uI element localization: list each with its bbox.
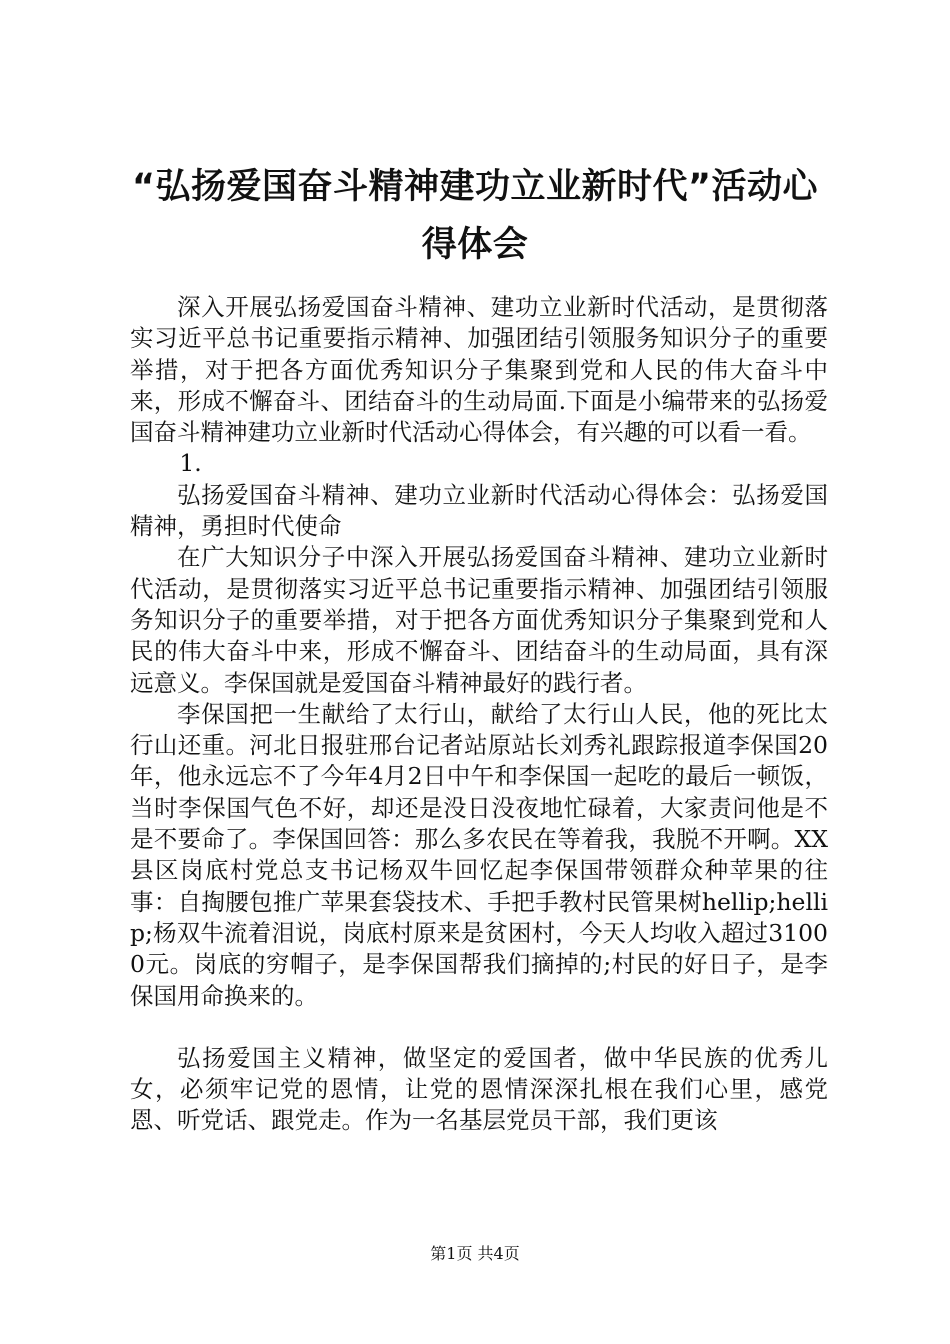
- section-number: 1.: [179, 449, 202, 478]
- intro-paragraph: 深入开展弘扬爱国奋斗精神、建功立业新时代活动，是贯彻落实习近平总书记重要指示精神、加强团结引领服务知识分子的重要举措，对于把各方面优秀知识分子集聚到党和人民的伟大奋斗中来，形成不懈奋斗、团结奋斗的生动局面.下面是小编带来的弘扬爱国奋斗精神建功立业新时代活动心得体会，有兴趣的可以看一看。: [130, 293, 828, 447]
- section-heading: 弘扬爱国奋斗精神、建功立业新时代活动心得体会：弘扬爱国精神，勇担时代使命: [130, 480, 828, 541]
- body-paragraph: 弘扬爱国主义精神，做坚定的爱国者，做中华民族的优秀儿女，必须牢记党的恩情，让党的恩情深深扎根在我们心里，感党恩、听党话、跟党走。作为一名基层党员干部，我们更该: [130, 1043, 828, 1135]
- body-paragraph: 李保国把一生献给了太行山，献给了太行山人民，他的死比太行山还重。河北日报驻邢台记者站原站长刘秀礼跟踪报道李保国20年，他永远忘不了今年4月2日中午和李保国一起吃的最后一顿饭，当时李保国气色不好，却还是没日没夜地忙碌着，大家责问他是不是不要命了。李保国回答：那么多农民在等着我，我脱不开啊。XX县区岗底村党总支书记杨双牛回忆起李保国带领群众种苹果的往事：自掏腰包推广苹果套袋技术、手把手教村民管果树hellip;hellip;杨双牛流着泪说，岗底村原来是贫困村，今天人均收入超过31000元。岗底的穷帽子，是李保国帮我们摘掉的;村民的好日子，是李保国用命换来的。: [130, 699, 828, 1010]
- body-paragraph: 在广大知识分子中深入开展弘扬爱国奋斗精神、建功立业新时代活动，是贯彻落实习近平总书记重要指示精神、加强团结引领服务知识分子的重要举措，对于把各方面优秀知识分子集聚到党和人民的伟大奋斗中来，形成不懈奋斗、团结奋斗的生动局面，具有深远意义。李保国就是爱国奋斗精神最好的践行者。: [130, 543, 828, 697]
- document-title: “弘扬爱国奋斗精神建功立业新时代”活动心得体会: [131, 167, 818, 265]
- paragraph-spacer: [130, 1012, 828, 1043]
- page-number-footer: 第1页 共4页: [430, 1244, 520, 1263]
- document-body: [130, 292, 828, 1137]
